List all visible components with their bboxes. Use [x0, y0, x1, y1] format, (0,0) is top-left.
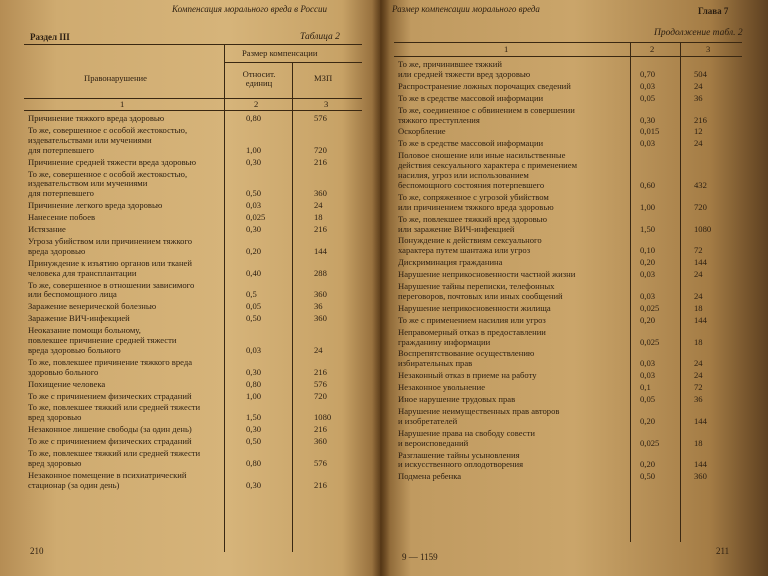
right-page [380, 0, 768, 576]
relative-units-value: 0,5 [246, 289, 257, 300]
offense-text: Причинение средней тяжести вреда здоровью [28, 156, 196, 167]
offense-text: Иное нарушение трудовых прав [398, 394, 516, 404]
relative-units-value: 0,015 [640, 126, 660, 137]
mzp-value: 24 [694, 370, 703, 381]
mzp-value: 720 [314, 144, 327, 155]
relative-units-value: 0,70 [640, 68, 656, 79]
col-number-2: 2 [254, 99, 259, 109]
offense-text: переговоров, почтовых или иных сообщений [398, 290, 563, 301]
right-running-head: Размер компенсации морального вреда [392, 4, 540, 14]
offense-text: Незаконный отказ в приеме на работу [398, 370, 537, 381]
col-number-1: 1 [504, 44, 509, 54]
offense-text: То же с причинением физических страданий [28, 436, 192, 447]
relative-units-value: 0,025 [640, 302, 660, 313]
mzp-value: 36 [694, 394, 703, 404]
mzp-value: 12 [694, 126, 703, 137]
offense-text: издевательствами или мучениями [28, 134, 152, 145]
relative-units-value: 0,80 [246, 378, 262, 389]
section-label: Раздел III [30, 32, 70, 42]
relative-units-value: 0,03 [246, 200, 262, 211]
offense-text: тяжкого преступления [398, 114, 480, 125]
col-number-2: 2 [650, 44, 655, 54]
offense-text: Подмена ребенка [398, 471, 462, 482]
header-relative-units: Относит. единиц [242, 69, 276, 89]
offense-text: действия сексуального характера с применением [398, 160, 578, 171]
offense-text: Неправомерный отказ в предоставлении [398, 326, 546, 337]
offense-text: характера путем шантажа или угроз [398, 245, 531, 256]
mzp-value: 360 [314, 436, 327, 447]
mzp-value: 720 [314, 390, 327, 401]
mzp-value: 144 [314, 245, 327, 256]
mzp-value: 576 [314, 378, 327, 389]
relative-units-value: 1,00 [640, 201, 656, 212]
offense-text: Разглашение тайны усыновления [398, 449, 520, 460]
col-number-3: 3 [324, 99, 329, 109]
left-running-head: Компенсация морального вреда в России [172, 4, 327, 14]
right-table [394, 42, 742, 542]
relative-units-value: 0,05 [640, 394, 656, 404]
header-offense: Правонарушение [84, 73, 147, 83]
offense-text: Распространение ложных порочащих сведений [398, 80, 571, 91]
offense-text: То же, соединенное с обвинением в совершении [398, 104, 575, 115]
relative-units-value: 0,30 [246, 479, 262, 490]
book-gutter [372, 0, 390, 576]
offense-text: или причинением тяжкого вреда здоровью [398, 201, 554, 212]
offense-text: Нанесение побоев [28, 212, 96, 223]
left-page-number: 210 [30, 546, 44, 556]
relative-units-value: 0,20 [640, 415, 656, 426]
relative-units-value: 0,40 [246, 267, 262, 278]
relative-units-value: 1,00 [246, 144, 262, 155]
relative-units-value: 0,05 [640, 92, 656, 103]
relative-units-value: 0,20 [640, 314, 656, 325]
offense-text: Неоказание помощи больному, [28, 325, 141, 336]
mzp-value: 360 [694, 471, 707, 482]
offense-text: вреда здоровью [28, 245, 86, 256]
relative-units-value: 0,20 [640, 459, 656, 470]
offense-text: Незаконное помещение в психиатрический [28, 469, 187, 480]
offense-text: Нарушение неимущественных прав авторов [398, 405, 560, 416]
relative-units-value: 0,025 [640, 437, 660, 448]
left-page [0, 0, 380, 576]
mzp-value: 1080 [314, 412, 332, 423]
relative-units-value: 0,03 [640, 370, 656, 381]
offense-text: Нарушение права на свободу совести [398, 427, 535, 438]
mzp-value: 24 [694, 358, 703, 369]
offense-text: То же, совершенное с особой жестокостью, [28, 168, 188, 179]
offense-text: То же, сопряженное с угрозой убийством [398, 191, 549, 202]
offense-text: издевательством или мучениями [28, 178, 148, 189]
right-page-number: 211 [716, 546, 730, 556]
offense-text: Заражение венерической болезнью [28, 301, 157, 312]
mzp-value: 432 [694, 179, 707, 190]
mzp-value: 144 [694, 314, 707, 325]
offense-text: Нарушение неприкосновенности частной жизни [398, 269, 576, 280]
relative-units-value: 0,1 [640, 382, 651, 393]
relative-units-value: 0,50 [246, 436, 262, 447]
relative-units-value: 0,80 [246, 113, 262, 123]
mzp-value: 360 [314, 188, 327, 199]
offense-text: То же, повлекшее тяжкий или средней тяжести [28, 448, 201, 458]
offense-text: То же с применением насилия или угроз [398, 314, 546, 325]
mzp-value: 72 [694, 245, 703, 256]
mzp-value: 504 [694, 68, 707, 79]
offense-text: или беспомощного лица [28, 289, 117, 300]
relative-units-value: 0,025 [246, 212, 266, 223]
relative-units-value: 0,03 [246, 344, 262, 355]
offense-text: вред здоровью [28, 457, 82, 468]
mzp-value: 216 [314, 224, 327, 234]
relative-units-value: 0,50 [640, 471, 656, 482]
offense-text: Нарушение тайны переписки, телефонных [398, 281, 555, 291]
offense-text: Понуждение к действиям сексуального [398, 235, 542, 246]
offense-text: Причинение тяжкого вреда здоровью [28, 113, 165, 123]
relative-units-value: 1,00 [246, 390, 262, 401]
offense-text: здоровью больного [28, 366, 99, 377]
table-caption: Таблица 2 [300, 32, 340, 42]
offense-text: То же в средстве массовой информации [398, 92, 544, 103]
mzp-value: 24 [694, 290, 703, 301]
offense-text: Незаконное лишение свободы (за один день) [28, 424, 192, 435]
offense-text: Половое сношение или иные насильственные [398, 150, 566, 161]
relative-units-value: 0,30 [246, 366, 262, 377]
mzp-value: 576 [314, 113, 327, 123]
mzp-value: 216 [314, 424, 327, 435]
offense-text: и изобретателей [398, 415, 458, 426]
relative-units-value: 0,03 [640, 358, 656, 369]
offense-text: повлекшее причинение средней тяжести [28, 335, 177, 345]
mzp-value: 24 [694, 269, 703, 280]
mzp-value: 72 [694, 382, 703, 393]
offense-text: Причинение легкого вреда здоровью [28, 200, 163, 211]
offense-text: Похищение человека [28, 378, 106, 389]
mzp-value: 24 [314, 200, 323, 211]
mzp-value: 36 [314, 301, 323, 312]
offense-text: или средней тяжести вред здоровью [398, 68, 531, 79]
relative-units-value: 0,10 [640, 245, 656, 256]
mzp-value: 18 [694, 336, 703, 347]
offense-text: беспомощного состояния потерпевшего [398, 179, 545, 190]
offense-text: для потерпевшего [28, 144, 94, 155]
offense-text: вреда здоровью больного [28, 344, 121, 355]
relative-units-value: 0,03 [640, 290, 656, 301]
mzp-value: 24 [314, 344, 323, 355]
mzp-value: 216 [314, 366, 327, 377]
mzp-value: 18 [694, 302, 703, 313]
offense-text: То же, повлекшее причинение тяжкого вреда [28, 356, 193, 367]
printer-signature: 9 — 1159 [402, 552, 438, 562]
mzp-value: 216 [314, 479, 327, 490]
relative-units-value: 1,50 [246, 412, 262, 423]
relative-units-value: 0,30 [246, 156, 262, 167]
relative-units-value: 0,30 [640, 114, 656, 125]
left-table [24, 44, 362, 552]
offense-text: и искусственного оплодотворения [398, 459, 524, 470]
offense-text: вред здоровью [28, 412, 82, 423]
relative-units-value: 0,50 [246, 313, 262, 324]
mzp-value: 1080 [694, 223, 712, 234]
offense-text: насилия, угроз или использованием [398, 170, 529, 180]
offense-text: Оскорбление [398, 126, 446, 137]
mzp-value: 216 [694, 114, 707, 125]
mzp-value: 144 [694, 257, 707, 268]
mzp-value: 18 [314, 212, 323, 223]
header-mzp: МЗП [314, 73, 333, 83]
offense-text: избирательных прав [398, 358, 473, 369]
relative-units-value: 0,60 [640, 179, 656, 190]
relative-units-value: 0,03 [640, 269, 656, 280]
mzp-value: 18 [694, 437, 703, 448]
offense-text: Незаконное увольнение [398, 382, 486, 393]
mzp-value: 288 [314, 267, 327, 278]
offense-text: гражданину информации [398, 336, 491, 347]
offense-text: Истязание [28, 224, 66, 234]
relative-units-value: 1,50 [640, 223, 656, 234]
offense-text: То же с причинением физических страданий [28, 390, 192, 401]
col-number-3: 3 [706, 44, 711, 54]
offense-text: стационар (за один день) [28, 479, 120, 490]
offense-text: для потерпевшего [28, 188, 94, 199]
mzp-value: 216 [314, 156, 327, 167]
relative-units-value: 0,03 [640, 138, 656, 149]
offense-text: Принуждение к изъятию органов или тканей [28, 257, 192, 268]
mzp-value: 36 [694, 92, 703, 103]
table-continuation-caption: Продолжение табл. 2 [654, 28, 743, 38]
mzp-value: 24 [694, 80, 703, 91]
col-number-1: 1 [120, 99, 125, 109]
mzp-value: 24 [694, 138, 703, 149]
relative-units-value: 0,20 [246, 245, 262, 256]
mzp-value: 144 [694, 459, 707, 470]
offense-text: и вероисповеданий [398, 437, 469, 448]
offense-text: Нарушение неприкосновенности жилища [398, 302, 551, 313]
relative-units-value: 0,30 [246, 424, 262, 435]
offense-text: Угроза убийством или причинением тяжкого [28, 235, 193, 246]
offense-text: Дискриминация гражданина [398, 257, 503, 268]
mzp-value: 144 [694, 415, 707, 426]
relative-units-value: 0,03 [640, 80, 656, 91]
offense-text: человека для трансплантации [28, 267, 137, 278]
mzp-value: 720 [694, 201, 707, 212]
relative-units-value: 0,50 [246, 188, 262, 199]
offense-text: То же, совершенное в отношении зависимого [28, 279, 195, 290]
relative-units-value: 0,05 [246, 301, 262, 312]
offense-text: То же, причинившее тяжкий [398, 59, 502, 69]
offense-text: или заражение ВИЧ-инфекцией [398, 223, 515, 234]
offense-text: То же, совершенное с особой жестокостью, [28, 124, 188, 135]
offense-text: Воспрепятствование осуществлению [398, 348, 535, 359]
relative-units-value: 0,20 [640, 257, 656, 268]
offense-text: Заражение ВИЧ-инфекцией [28, 313, 130, 324]
chapter-label: Глава 7 [698, 6, 729, 16]
mzp-value: 360 [314, 313, 327, 324]
relative-units-value: 0,025 [640, 336, 660, 347]
offense-text: То же в средстве массовой информации [398, 138, 544, 149]
offense-text: То же, повлекшее тяжкий или средней тяжести [28, 402, 201, 413]
relative-units-value: 0,80 [246, 457, 262, 468]
relative-units-value: 0,30 [246, 224, 262, 234]
offense-text: То же, повлекшее тяжкий вред здоровью [398, 213, 548, 224]
mzp-value: 360 [314, 289, 327, 300]
mzp-value: 576 [314, 457, 327, 468]
header-compensation: Размер компенсации [242, 48, 318, 58]
